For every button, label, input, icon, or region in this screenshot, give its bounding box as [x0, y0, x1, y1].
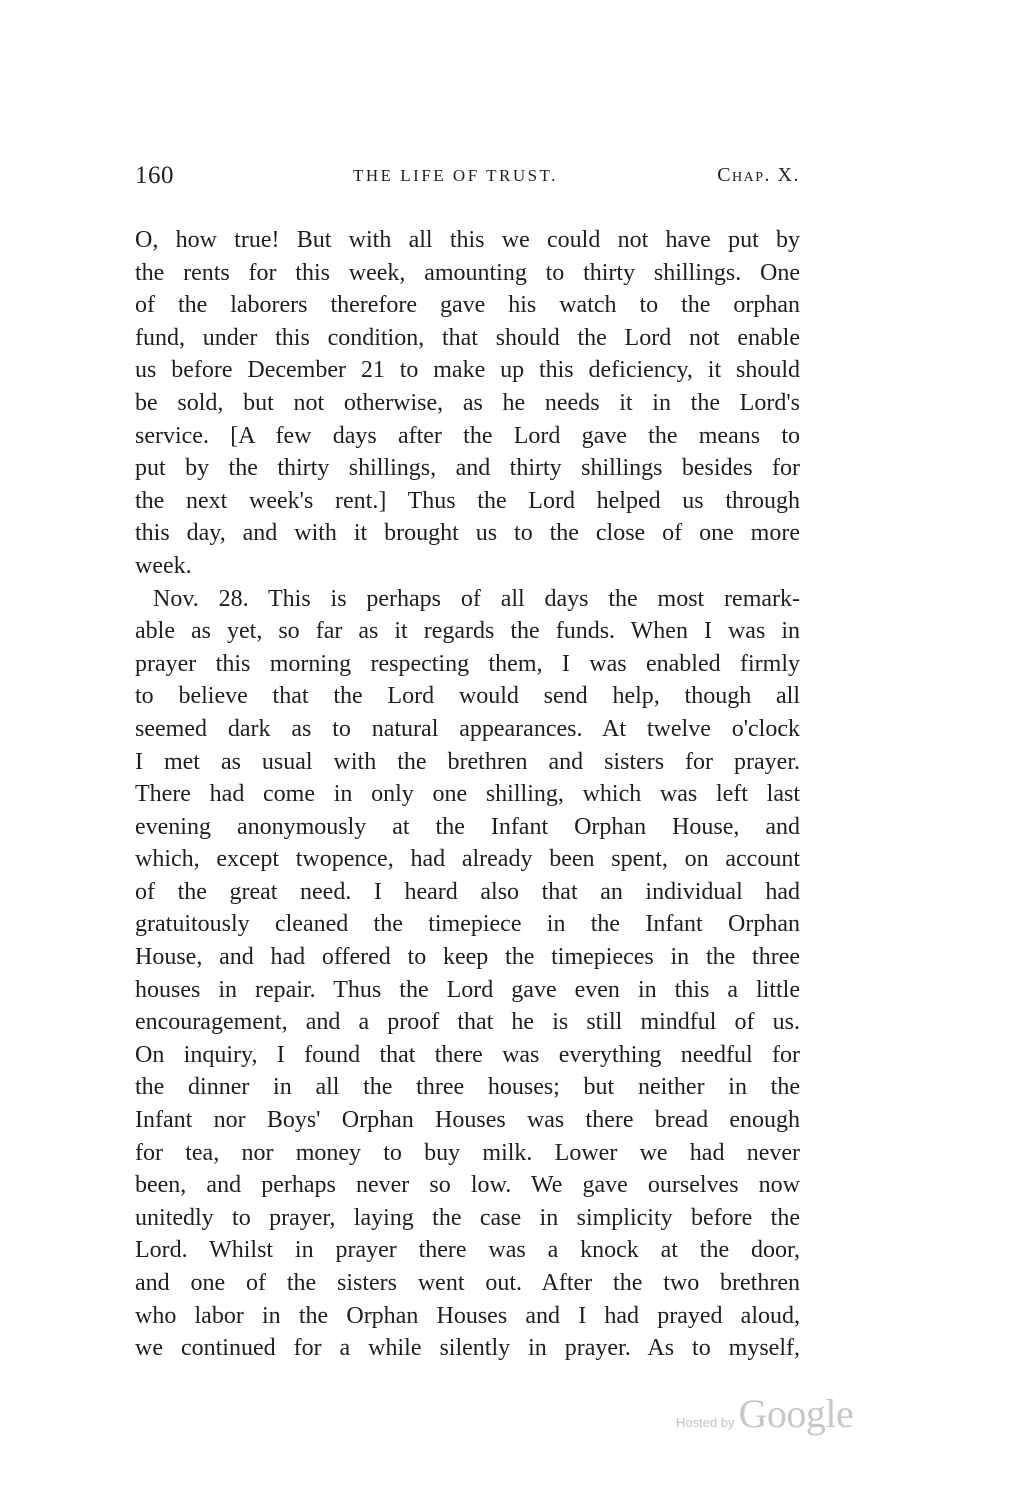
hosted-by-google-watermark	[676, 1390, 886, 1440]
running-head	[135, 162, 800, 196]
text-line: fund, under this condition, that should the Lord not enable	[135, 324, 800, 351]
book-title: THE LIFE OF TRUST.	[353, 166, 558, 185]
text-line: us before December 21 to make up this deficiency, it should	[135, 357, 800, 384]
chapter-label: Chap. X.	[717, 164, 800, 186]
body-text	[135, 224, 800, 1365]
text-line: evening anonymously at the Infant Orphan House, and	[135, 813, 800, 840]
text-line: which, except twopence, had already been spent, on account	[135, 846, 800, 873]
text-line: O, how true! But with all this we could not have put by	[135, 227, 800, 253]
text-line: Lord. Whilst in prayer there was a knock at the door,	[135, 1237, 800, 1264]
text-line: we continued for a while silently in prayer. As to myself,	[135, 1335, 800, 1362]
paragraph-start-line: Nov. 28. This is perhaps of all days the most remark-	[153, 585, 800, 612]
text-line: There had come in only one shilling, which was left last	[135, 781, 800, 808]
text-line: gratuitously cleaned the timepiece in the Infant Orphan	[135, 911, 800, 938]
text-line: to believe that the Lord would send help, though all	[135, 683, 800, 710]
text-line: I met as usual with the brethren and sisters for prayer.	[135, 748, 800, 775]
paragraph-end-line: week.	[135, 552, 192, 579]
text-line: On inquiry, I found that there was everything needful for	[135, 1041, 800, 1068]
text-line: of the great need. I heard also that an individual had	[135, 878, 800, 905]
text-line: this day, and with it brought us to the close of one more	[135, 520, 800, 547]
text-line: able as yet, so far as it regards the funds. When I was in	[135, 618, 800, 645]
text-line: houses in repair. Thus the Lord gave even in this a little	[135, 976, 800, 1003]
text-line: put by the thirty shillings, and thirty shillings besides for	[135, 455, 800, 482]
text-line: service. [A few days after the Lord gave the means to	[135, 422, 800, 449]
text-line: seemed dark as to natural appearances. At twelve o'clock	[135, 715, 800, 742]
text-line: and one of the sisters went out. After the two brethren	[135, 1270, 800, 1296]
text-line: been, and perhaps never so low. We gave ourselves now	[135, 1172, 800, 1199]
hosted-by-label: Hosted by	[676, 1415, 735, 1430]
text-line: the next week's rent.] Thus the Lord helped us through	[135, 487, 800, 514]
text-line: encouragement, and a proof that he is still mindful of us.	[135, 1009, 800, 1036]
text-line: unitedly to prayer, laying the case in simplicity before the	[135, 1204, 800, 1231]
text-line: the rents for this week, amounting to thirty shillings. One	[135, 259, 800, 286]
text-line: of the laborers therefore gave his watch to the orphan	[135, 292, 800, 319]
text-line: be sold, but not otherwise, as he needs it in the Lord's	[135, 389, 800, 416]
page-number: 160	[135, 162, 174, 189]
google-logo-text: Google	[738, 1391, 854, 1436]
text-line: House, and had offered to keep the timepieces in the three	[135, 944, 800, 971]
text-line: prayer this morning respecting them, I was enabled firmly	[135, 650, 800, 677]
text-line: the dinner in all the three houses; but neither in the	[135, 1074, 800, 1101]
text-line: for tea, nor money to buy milk. Lower we had never	[135, 1139, 800, 1166]
text-line: Infant nor Boys' Orphan Houses was there bread enough	[135, 1107, 800, 1134]
text-line: who labor in the Orphan Houses and I had prayed aloud,	[135, 1302, 800, 1329]
